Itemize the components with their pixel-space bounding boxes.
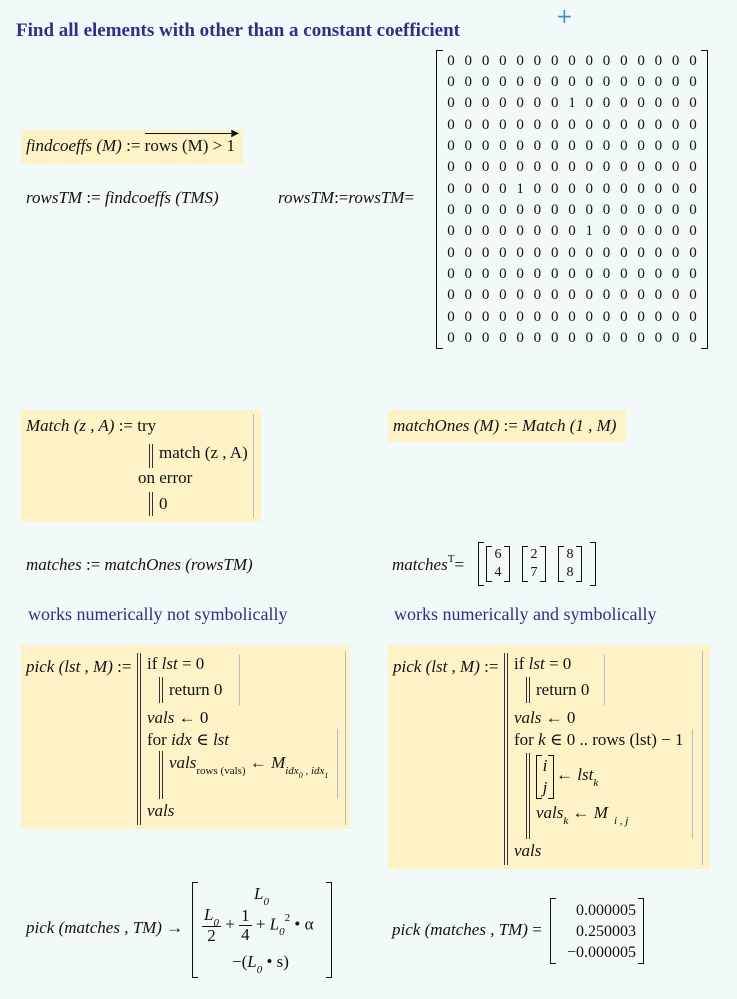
matrix-cell: 0 [481,266,490,283]
matrix-cell: 0 [516,138,524,155]
matrix-cell: 0 [568,52,576,69]
matrix-cell: 0 [585,266,593,283]
matrix-cell: 0 [533,95,542,112]
matrix-cell: 0 [447,202,455,219]
matrix-cell: 0 [671,330,680,347]
assign-operator: := [86,188,101,207]
matrix-cell: 0 [499,244,507,261]
match-pair [558,546,582,582]
matrix-cell: 0 [447,308,455,325]
matrix-cell: 0 [447,287,455,304]
matrix-cell: 0 [568,138,576,155]
matrix-cell: 0 [585,116,593,133]
matrix-cell: 0 [447,116,455,133]
matrix-cell: 0 [654,159,663,176]
matrix-cell: 0 [654,52,663,69]
matrix-cell: 0 [516,223,524,240]
matrix-cell: 0 [516,266,524,283]
matrix-cell: 0 [499,308,507,325]
matrix-cell: 0 [464,74,473,91]
matrix-cell: 0 [533,116,542,133]
findcoeffs-name: findcoeffs [26,136,93,155]
matrix-cell: 0 [637,223,645,240]
matrix-cell: 0 [671,116,680,133]
match-definition[interactable]: Match (z , A) := try match (z , A) on error 0 [21,410,261,522]
matrix-cell: 0 [499,330,507,347]
pick-symbolic-program[interactable]: pick (lst , M) := if lst = 0 return 0 vals ← 0 for k ∈ 0 .. rows (lst) − 1 i j ← lst$_k$ vals$_k$ ← M $_{i , j}$ vals [388,645,710,869]
matrix-row [443,244,701,262]
matrix-cell: 0 [585,138,593,155]
matrix-cell: 0 [516,202,524,219]
matrix-cell: 0 [516,330,524,347]
matrix-cell: 0 [602,244,611,261]
matrix-cell: 0 [602,116,611,133]
matrix-cell: 0 [585,287,593,304]
matrix-cell: 0 [654,266,663,283]
matrix-cell: 0 [637,202,645,219]
match-index: 4 [494,565,502,580]
matrix-cell: 0 [550,266,559,283]
rowsTM-evaluation[interactable]: rowsTM:=rowsTM= [278,188,415,207]
matrix-cell: 0 [481,223,490,240]
matrix-cell: 0 [533,223,542,240]
match-index: 8 [566,547,574,562]
matrix-cell: 0 [550,138,559,155]
matrix-cell: 0 [671,223,680,240]
matrix-cell: 0 [654,202,663,219]
numeric-values [554,900,636,963]
matrix-cell: 0 [481,202,490,219]
matrix-cell: 0 [499,52,507,69]
page-title: Find all elements with other than a constant coefficient [16,20,460,41]
matrix-row [443,308,701,326]
matrix-cell: 0 [533,266,542,283]
numeric-result[interactable]: pick (matches , TM) = 0.000005 0.250003 −0.000005 [392,896,652,966]
match-call: match (z , A) [159,443,248,462]
matrix-cell: 0 [602,287,611,304]
matrix-cell: 0 [550,116,559,133]
matrix-cell: 0 [464,308,473,325]
matrix-cell: 0 [499,138,507,155]
match-index: 6 [494,547,502,562]
matrix-cell: 0 [637,95,645,112]
matrix-cell: 0 [637,138,645,155]
matrix-cell: 0 [568,116,576,133]
matrix-cell: 0 [671,74,680,91]
matrix-cell: 0 [671,159,680,176]
matrix-cell: 0 [550,95,559,112]
matrix-cell: 0 [481,308,490,325]
matrix-cell: 0 [671,287,680,304]
matrix-row [443,94,701,112]
matrix-cell: 0 [568,330,576,347]
matrix-cell: 0 [568,159,576,176]
matrix-cell: 0 [447,52,455,69]
matrix-cell: 0 [568,308,576,325]
match-index: 8 [566,565,574,580]
matrix-cell: 0 [620,330,628,347]
numeric-value: 0.000005 [576,902,636,919]
matrix-cell: 0 [550,202,559,219]
findcoeffs-call: findcoeffs [104,188,171,207]
matrix-cell: 0 [550,308,559,325]
crosshair-cursor-icon: + [556,4,573,28]
matrix-cell: 0 [637,287,645,304]
rowsTM-definition[interactable] [26,188,219,208]
matrix-cell: 0 [481,52,490,69]
matrix-cell: 0 [550,74,559,91]
matrix-cell: 0 [585,244,593,261]
matrix-cell: 0 [481,244,490,261]
matrix-cell: 0 [550,244,559,261]
matrix-cell: 0 [585,308,593,325]
matrix-cell: 0 [585,159,593,176]
note-left: works numerically not symbolically [28,604,288,624]
matrix-cell: 0 [447,74,455,91]
matrix-cell: 0 [654,244,663,261]
matrix-row [443,52,701,70]
matrix-cell: 0 [516,308,524,325]
matrix-cell: 0 [499,287,507,304]
matrix-cell: 0 [481,138,490,155]
matrix-cell: 0 [620,74,628,91]
matrix-cell: 0 [464,159,473,176]
matrix-cell: 0 [689,138,697,155]
matrix-cell: 0 [585,180,593,197]
matrix-cell: 0 [620,180,628,197]
matrix-cell: 0 [637,308,645,325]
matrix-cell: 0 [464,180,473,197]
matrix-cell: 0 [464,138,473,155]
matrix-bracket-right [701,50,708,349]
result-matrix [436,50,708,349]
matrix-cell: 0 [499,116,507,133]
matrix-cell: 0 [516,52,524,69]
matrix-cell: 0 [585,95,593,112]
matrix-cell: 0 [620,116,628,133]
matrix-cell: 0 [602,95,611,112]
matrix-cell: 0 [533,159,542,176]
matches-definition[interactable]: matches := matchOnes (rowsTM) [26,555,253,574]
matrix-cell: 0 [568,180,576,197]
matrix-cell: 1 [585,223,593,240]
matrix-cell: 0 [671,95,680,112]
matrix-cell: 0 [464,244,473,261]
matrix-cell: 0 [602,308,611,325]
try-keyword: try [137,416,157,435]
matrix-cell: 0 [671,308,680,325]
matrix-cell: 0 [689,202,697,219]
matrix-cell: 0 [689,308,697,325]
matrix-cell: 0 [568,223,576,240]
matrix-cell: 0 [637,52,645,69]
matrix-cell: 0 [447,330,455,347]
vals-assignment: vals$_{rows (vals)}$ ← $M_{idx_0 , idx_1}$ [169,753,329,780]
matrix-row [443,329,701,347]
matrix-cell: 0 [447,95,455,112]
matrix-cell: 0 [481,180,490,197]
matrix-row [443,180,701,198]
matrix-cell: 0 [447,138,455,155]
matrix-cell: 0 [585,330,593,347]
note-right: works numerically and symbolically [394,604,657,624]
matrix-cell: 1 [568,95,576,112]
matrix-cell: 0 [620,244,628,261]
matrix-cell: 0 [654,180,663,197]
matrix-cell: 0 [602,138,611,155]
matrix-cell: 0 [464,52,473,69]
matrix-cell: 0 [637,244,645,261]
vectorize-body: rows (M) > 1 [144,136,235,155]
matrix-cell: 0 [481,330,490,347]
matrix-cell: 0 [654,74,663,91]
matrix-cell: 0 [499,159,507,176]
numeric-value: −0.000005 [566,944,636,961]
matrix-cell: 0 [620,52,628,69]
matrix-cell: 0 [447,180,455,197]
matrix-cell: 0 [516,74,524,91]
matrix-cell: 0 [620,202,628,219]
vectorize-arrow-icon [145,133,235,134]
matrix-cell: 0 [516,244,524,261]
matrix-cell: 0 [602,223,611,240]
matrix-cell: 0 [533,138,542,155]
findcoeffs-call-args: (TMS) [175,188,219,207]
matrix-cell: 0 [550,223,559,240]
matrix-cell: 0 [689,223,697,240]
matrix-cell: 0 [499,74,507,91]
matrix-cell: 0 [464,223,473,240]
matrix-cell: 0 [637,159,645,176]
symbolic-result[interactable]: pick (matches , TM) → $L_0$ $\frac{L_0}{2}$ + $\frac{1}{4}$ + $L_0^2$ • α $-(L_0$ • s) [26,880,336,980]
vectorize-expression: ▶ rows (M) > 1 [144,128,239,155]
matrix-cell: 0 [637,266,645,283]
matrix-cell: 0 [585,52,593,69]
matrix-cell: 0 [602,52,611,69]
matrix-cell: 0 [533,244,542,261]
matrix-cell: 0 [602,180,611,197]
numeric-value: 0.250003 [576,923,636,940]
matrix-cell: 0 [464,287,473,304]
matrix-row [443,73,701,91]
matrix-cell: 0 [654,330,663,347]
matrix-row [443,286,701,304]
matrix-cell: 0 [481,159,490,176]
matrix-cell: 0 [464,202,473,219]
matrix-cell: 0 [654,287,663,304]
matrix-cell: 0 [602,330,611,347]
matrix-row [443,201,701,219]
matrix-cell: 0 [654,223,663,240]
match-index: 2 [530,547,538,562]
matrix-cell: 0 [620,287,628,304]
match-index: 7 [530,565,538,580]
matrix-row [443,265,701,283]
matrix-row [443,222,701,240]
matrix-cell: 0 [533,52,542,69]
matrix-cell: 0 [654,116,663,133]
matrix-cell: 0 [464,330,473,347]
matrix-cell: 0 [620,223,628,240]
matrix-cell: 0 [671,202,680,219]
findcoeffs-args: (M) [96,136,122,155]
matrix-cell: 0 [447,266,455,283]
matrix-cell: 0 [671,52,680,69]
matrix-cell: 0 [585,74,593,91]
matrix-cell: 0 [620,159,628,176]
matrix-cell: 0 [499,202,507,219]
matrix-cell: 0 [689,287,697,304]
matrix-cell: 0 [516,116,524,133]
matrix-cell: 0 [516,287,524,304]
matrix-cell: 0 [637,116,645,133]
matrix-cell: 0 [568,74,576,91]
matrix-cell: 0 [550,159,559,176]
matrix-cell: 0 [550,180,559,197]
matrix-cell: 0 [481,95,490,112]
matrix-cell: 0 [568,266,576,283]
matrix-cell: 0 [533,74,542,91]
matrix-cell: 0 [516,159,524,176]
matrix-cell: 0 [533,287,542,304]
matrix-cell: 0 [637,330,645,347]
matrix-cell: 0 [689,244,697,261]
matrix-cell: 0 [568,287,576,304]
matrix-cell: 0 [464,116,473,133]
matrix-cell: 0 [689,74,697,91]
matrix-cell: 0 [447,159,455,176]
on-error-keyword: on error [138,468,193,487]
matrix-cell: 0 [464,95,473,112]
matrix-cell: 0 [654,308,663,325]
matrix-cell: 0 [533,308,542,325]
matrix-cell: 0 [689,330,697,347]
matrix-cell: 0 [464,266,473,283]
matrix-cell: 0 [689,180,697,197]
matrix-cell: 0 [499,180,507,197]
matrix-cell: 0 [689,116,697,133]
findcoeffs-definition[interactable] [21,130,243,164]
matrix-cell: 0 [447,244,455,261]
matrix-cell: 0 [637,180,645,197]
rowsTM-name: rowsTM [26,188,83,207]
matrix-cell: 0 [620,95,628,112]
matrix-cell: 0 [671,180,680,197]
matrix-cell: 0 [689,52,697,69]
matrix-cell: 0 [671,266,680,283]
matrix-bracket-left [436,50,443,349]
matrix-cell: 1 [516,180,524,197]
matrix-cell: 0 [689,159,697,176]
matrix-cell: 0 [533,202,542,219]
matrix-cell: 0 [602,159,611,176]
matrix-cell: 0 [568,244,576,261]
matrix-cell: 0 [620,308,628,325]
matrix-cell: 0 [689,95,697,112]
matrix-cell: 0 [550,287,559,304]
matches-transpose-result[interactable]: matches$^T$= 6 4 2 7 8 8 [392,540,612,590]
matrix-cell: 0 [689,266,697,283]
matrix-cell: 0 [550,330,559,347]
matrix-cell: 0 [447,223,455,240]
matrix-cell: 0 [654,138,663,155]
matrix-row [443,158,701,176]
matrix-cell: 0 [585,202,593,219]
matrix-cell: 0 [481,116,490,133]
matrix-cell: 0 [620,266,628,283]
assign-operator: := [126,136,141,155]
matrix-cell: 0 [602,74,611,91]
pick-numeric-program[interactable]: pick (lst , M) := if lst = 0 return 0 vals ← 0 for idx ∈ lst vals$_{rows (vals)}$ ← $M_{idx_0 , idx_1}$ vals [21,645,350,829]
matchOnes-definition[interactable]: matchOnes (M) := Match (1 , M) [388,410,626,442]
matrix-cell: 0 [654,95,663,112]
matrix-cell: 0 [550,52,559,69]
matrix-cell: 0 [620,138,628,155]
matrix-cell: 0 [499,223,507,240]
matrix-cell: 0 [516,95,524,112]
matrix-row [443,116,701,134]
match-pair [522,546,546,582]
matrix-cell: 0 [481,74,490,91]
matrix-cell: 0 [533,180,542,197]
error-value: 0 [159,494,168,513]
matrix-cell: 0 [602,202,611,219]
matrix-cell: 0 [671,138,680,155]
matrix-cell: 0 [568,202,576,219]
matrix-cell: 0 [499,266,507,283]
matrix-cell: 0 [499,95,507,112]
matrix-cell: 0 [533,330,542,347]
matrix-cell: 0 [671,244,680,261]
matrix-row [443,137,701,155]
matrix-cell: 0 [602,266,611,283]
matrix-cell: 0 [637,74,645,91]
matrix-cell: 0 [481,287,490,304]
matrix-rows [443,50,701,349]
match-pair [486,546,510,582]
